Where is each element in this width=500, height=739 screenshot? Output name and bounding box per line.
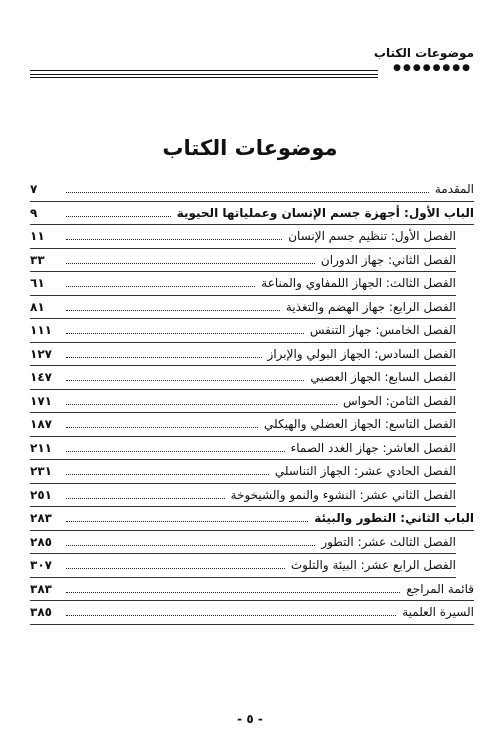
running-head-dots: ●●●●●●●● xyxy=(393,63,472,73)
toc-entry-label: الفصل الثاني: جهاز الدوران xyxy=(320,252,456,267)
toc-entry-label: الفصل الخامس: جهاز التنفس xyxy=(309,323,456,337)
running-head-title: موضوعات الكتاب xyxy=(373,46,474,60)
toc-entry-page: ٨١ xyxy=(30,299,45,314)
toc-entry-label: الفصل الثالث عشر: التطور xyxy=(321,534,456,549)
toc-entry-label: الفصل الرابع عشر: البيئة والتلوث xyxy=(290,558,456,572)
toc-dot-leader xyxy=(66,216,171,217)
toc-entry[interactable] xyxy=(30,460,474,484)
toc-entry[interactable] xyxy=(30,554,474,578)
toc-entry-page: ٣٠٧ xyxy=(30,558,52,572)
toc-entry-label: قائمة المراجع xyxy=(406,581,474,596)
toc-entry[interactable] xyxy=(30,249,474,273)
toc-entry-label: الفصل الرابع: جهاز الهضم والتغذية xyxy=(285,299,456,314)
toc-entry-page: ٢١١ xyxy=(30,440,52,455)
toc-entry-label: السيرة العلمية xyxy=(402,605,474,619)
toc-entry-label: الفصل الثاني عشر: النشوء والنمو والشيخوخة xyxy=(230,487,456,502)
toc-entry[interactable] xyxy=(30,413,474,437)
toc-entry[interactable] xyxy=(30,319,474,343)
toc-entry-page: ٢٨٣ xyxy=(30,511,52,525)
toc-dot-leader xyxy=(66,615,396,616)
toc-dot-leader xyxy=(66,333,304,334)
toc-dot-leader xyxy=(66,310,280,311)
toc-entry-page: ٣٣ xyxy=(30,252,45,267)
toc-entry-label: الفصل الثالث: الجهاز اللمفاوي والمناعة xyxy=(261,276,456,290)
toc-entry[interactable] xyxy=(30,343,474,367)
toc-dot-leader xyxy=(66,451,285,452)
toc-entry[interactable] xyxy=(30,390,474,414)
toc-entry-label: الفصل العاشر: جهاز الغدد الصماء xyxy=(290,440,456,455)
page-number: - ٥ - xyxy=(237,712,263,726)
toc-entry-page: ١٨٧ xyxy=(30,417,52,431)
toc-entry-page: ١١١ xyxy=(30,323,52,337)
toc-dot-leader xyxy=(66,498,225,499)
toc-entry-page: ٢٣١ xyxy=(30,464,52,478)
toc-dot-leader xyxy=(66,568,285,569)
toc-dot-leader xyxy=(66,521,308,522)
toc-entry-label: الباب الأول: أجهزة جسم الإنسان وعملياتها الحيوية xyxy=(176,205,474,220)
toc-dot-leader xyxy=(66,404,337,405)
toc-dot-leader xyxy=(66,239,282,240)
running-head-rule-secondary xyxy=(30,77,378,78)
toc-dot-leader xyxy=(66,357,262,358)
toc-entry[interactable] xyxy=(30,484,474,508)
toc-entry[interactable] xyxy=(30,601,474,625)
toc-entry-label: الباب الثاني: التطور والبيئة xyxy=(314,511,474,525)
toc-entry[interactable] xyxy=(30,178,474,202)
toc-entry[interactable] xyxy=(30,202,474,226)
toc-entry[interactable] xyxy=(30,366,474,390)
toc-dot-leader xyxy=(66,592,400,593)
toc-dot-leader xyxy=(66,427,258,428)
toc-dot-leader xyxy=(66,192,429,193)
toc-entry[interactable] xyxy=(30,531,474,555)
toc-entry-label: الفصل الثامن: الحواس xyxy=(343,393,456,408)
table-of-contents xyxy=(30,178,474,625)
toc-entry-page: ٣٨٥ xyxy=(30,605,52,619)
toc-entry-page: ١١ xyxy=(30,229,45,243)
toc-entry[interactable] xyxy=(30,225,474,249)
toc-entry-page: ٢٨٥ xyxy=(30,534,52,549)
toc-entry-page: ١٧١ xyxy=(30,393,52,408)
toc-entry[interactable] xyxy=(30,507,474,531)
toc-entry-page: ٩ xyxy=(30,205,38,220)
toc-entry-page: ١٢٧ xyxy=(30,346,52,361)
toc-dot-leader xyxy=(66,286,255,287)
toc-dot-leader xyxy=(66,474,269,475)
toc-entry-label: الفصل الحادي عشر: الجهاز التناسلي xyxy=(274,464,456,478)
toc-entry-label: الفصل السابع: الجهاز العصبي xyxy=(310,370,456,384)
toc-entry-page: ٣٨٣ xyxy=(30,581,52,596)
toc-dot-leader xyxy=(66,545,315,546)
toc-entry-page: ٦١ xyxy=(30,276,45,290)
toc-entry-label: الفصل السادس: الجهاز البولي والإبراز xyxy=(267,346,456,361)
toc-entry-label: الفصل الأول: تنظيم جسم الإنسان xyxy=(288,229,456,243)
toc-entry-label: الفصل التاسع: الجهاز العضلي والهيكلي xyxy=(264,417,456,431)
toc-entry-page: ٧ xyxy=(30,182,38,196)
toc-entry[interactable] xyxy=(30,437,474,461)
toc-dot-leader xyxy=(66,380,304,381)
running-head-rule xyxy=(30,70,378,75)
toc-dot-leader xyxy=(66,263,315,264)
toc-entry[interactable] xyxy=(30,296,474,320)
toc-entry-label: المقدمة xyxy=(434,182,474,196)
toc-entry[interactable] xyxy=(30,272,474,296)
toc-entry-page: ٢٥١ xyxy=(30,487,52,502)
toc-entry-page: ١٤٧ xyxy=(30,370,52,384)
toc-entry[interactable] xyxy=(30,578,474,602)
page-title: موضوعات الكتاب xyxy=(162,136,338,160)
